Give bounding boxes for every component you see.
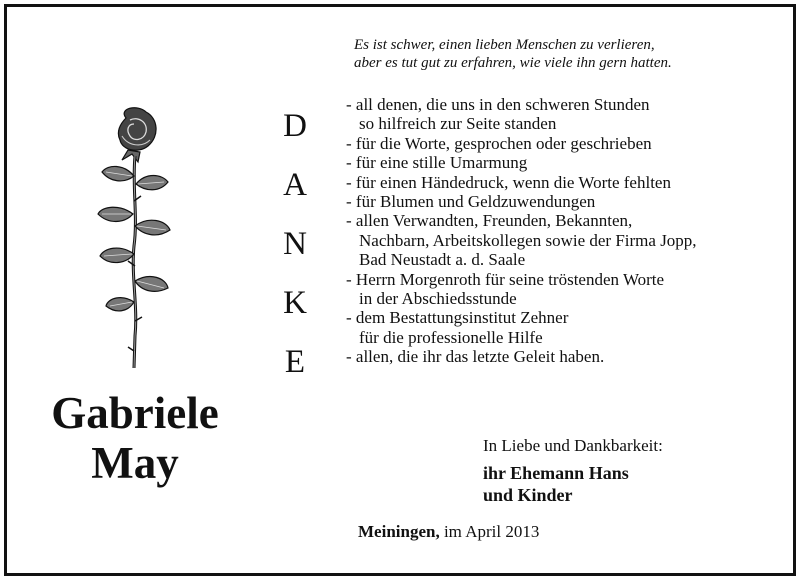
quote-line-1: Es ist schwer, einen lieben Menschen zu verlieren, bbox=[354, 37, 655, 53]
list-item: - für Blumen und Geldzuwendungen bbox=[346, 192, 596, 212]
danke-letter: D bbox=[283, 108, 307, 144]
place-date bbox=[358, 522, 539, 542]
danke-letter: N bbox=[283, 226, 307, 262]
signers bbox=[483, 462, 629, 506]
danke-letter: A bbox=[283, 167, 307, 203]
last-name: May bbox=[91, 438, 179, 488]
signer-line-1: ihr Ehemann Hans bbox=[483, 463, 629, 483]
danke-vertical bbox=[270, 106, 320, 401]
list-item: - dem Bestattungsinstitut Zehner für die professionelle Hilfe bbox=[346, 308, 569, 347]
thanks-list bbox=[346, 95, 786, 367]
deceased-name bbox=[30, 388, 240, 488]
rose-icon bbox=[88, 106, 178, 376]
place-date-text: im April 2013 bbox=[443, 522, 540, 541]
danke-letter: E bbox=[284, 344, 306, 380]
list-item: - für die Worte, gesprochen oder geschrieben bbox=[346, 133, 652, 153]
list-item: - allen Verwandten, Freunden, Bekannten, Nachbarn, Arbeitskollegen sowie der Firma Jopp, Bad Neustadt a. d. Saale bbox=[346, 211, 697, 270]
list-item: - all denen, die uns in den schweren Stunden so hilfreich zur Seite standen bbox=[346, 95, 650, 134]
list-item: - allen, die ihr das letzte Geleit haben. bbox=[346, 347, 605, 367]
danke-letter: K bbox=[283, 285, 307, 321]
first-name: Gabriele bbox=[51, 388, 219, 438]
closing-line: In Liebe und Dankbarkeit: bbox=[483, 436, 663, 455]
signer-line-2: und Kinder bbox=[483, 485, 573, 505]
opening-quote bbox=[354, 36, 774, 72]
quote-line-2: aber es tut gut zu erfahren, wie viele ihn gern hatten. bbox=[354, 55, 672, 71]
list-item: - Herrn Morgenroth für seine tröstenden Worte in der Abschiedsstunde bbox=[346, 269, 665, 309]
list-item: - für einen Händedruck, wenn die Worte fehlten bbox=[346, 172, 671, 192]
place-city: Meiningen, bbox=[358, 522, 440, 541]
list-item: - für eine stille Umarmung bbox=[346, 153, 528, 173]
